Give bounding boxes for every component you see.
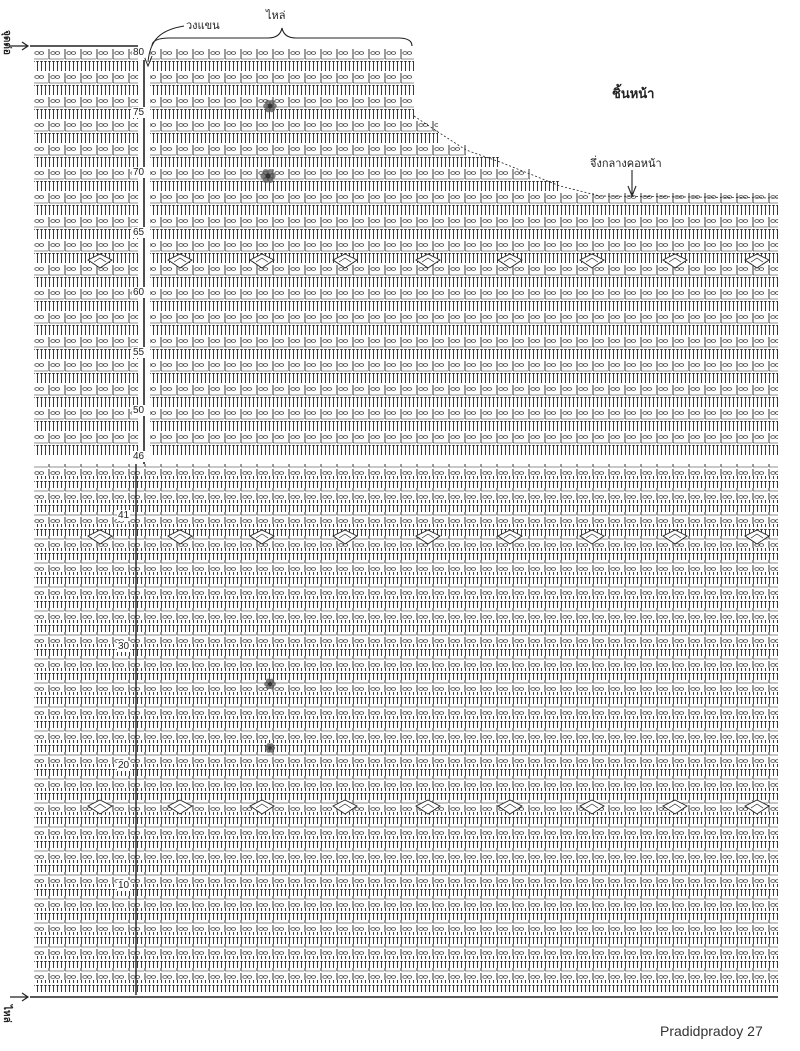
stitch-row <box>34 336 138 348</box>
stitch-row <box>34 680 778 692</box>
stitch-row <box>34 168 138 180</box>
stitch-row <box>34 752 778 764</box>
row-number-10: 10 <box>118 880 130 891</box>
row-number-46: 46 <box>133 451 145 462</box>
stitch-row <box>34 408 138 420</box>
stitch-row <box>34 512 778 524</box>
stitch-row <box>150 168 530 180</box>
stitch-row <box>34 644 778 656</box>
stitch-row <box>150 132 438 144</box>
stitch-row <box>150 432 778 444</box>
stitch-row <box>34 692 778 704</box>
stitch-row <box>34 444 138 456</box>
stitch-row <box>34 656 778 668</box>
armhole-label: วงแขน <box>186 19 220 32</box>
stitch-row <box>150 336 778 348</box>
row-number-70: 70 <box>133 167 145 178</box>
arrow-right-icon <box>10 993 28 1001</box>
stitch-row <box>34 500 778 512</box>
stitch-row <box>34 548 778 560</box>
stitch-row <box>34 980 778 992</box>
stitch-row <box>34 704 778 716</box>
stitch-row <box>150 144 466 156</box>
stitch-row <box>34 276 138 288</box>
stitch-row <box>34 48 138 60</box>
stitch-row <box>150 300 778 312</box>
stitch-row <box>34 204 138 216</box>
stitch-row <box>34 560 778 572</box>
row-number-55: 55 <box>133 347 145 358</box>
stitch-row <box>34 908 778 920</box>
stitch-row <box>34 836 778 848</box>
stitch-row <box>34 264 138 276</box>
stitch-row <box>34 360 138 372</box>
stitch-row <box>34 884 778 896</box>
stitch-row <box>34 620 778 632</box>
stitch-row <box>34 764 778 776</box>
stitch-row <box>150 276 778 288</box>
stitch-row <box>34 348 138 360</box>
stitch-row <box>34 132 138 144</box>
stitch-row <box>150 192 778 204</box>
stitch-row <box>150 120 438 132</box>
row-number-50: 50 <box>133 405 145 416</box>
stitch-row <box>150 348 778 360</box>
stitch-row <box>34 108 138 120</box>
page-footer: Pradidpradoy 27 <box>660 1023 763 1039</box>
stitch-row <box>34 72 138 84</box>
left-bottom-note: ไหล่ <box>1 1005 12 1023</box>
stitch-row <box>34 668 778 680</box>
stitch-row <box>34 728 778 740</box>
stitch-row <box>34 228 138 240</box>
piece-title: ชิ้นหน้า <box>612 87 655 102</box>
stitch-row <box>150 180 560 192</box>
stitch-row <box>34 584 778 596</box>
stitch-row <box>34 944 778 956</box>
stitch-row <box>150 360 778 372</box>
shoulder-label: ไหล่ <box>266 9 286 22</box>
stitch-row <box>34 396 138 408</box>
stitch-row <box>34 476 778 488</box>
stitch-row <box>34 372 138 384</box>
row-number-65: 65 <box>133 227 145 238</box>
stitch-row <box>34 572 778 584</box>
stitch-row <box>150 372 778 384</box>
row-number-41: 41 <box>118 510 130 521</box>
stitch-row <box>34 872 778 884</box>
stitch-row <box>34 788 778 800</box>
stitch-row <box>34 596 778 608</box>
stitch-row <box>150 264 778 276</box>
stitch-row <box>150 84 414 96</box>
stitch-row <box>150 60 414 72</box>
stitch-row <box>150 288 778 300</box>
row-number-75: 75 <box>133 107 145 118</box>
stitch-row <box>34 60 138 72</box>
stitch-row <box>34 300 138 312</box>
stitch-row <box>34 740 778 752</box>
stitch-row <box>150 408 778 420</box>
row-number-60: 60 <box>133 287 145 298</box>
left-top-note: จุดต่อ <box>1 30 12 55</box>
stitch-row <box>34 288 138 300</box>
stitch-row <box>34 240 138 252</box>
stitch-row <box>34 252 138 264</box>
stitch-row <box>150 156 500 168</box>
stitch-row <box>150 420 778 432</box>
stitch-row <box>34 632 778 644</box>
row-number-30: 30 <box>118 641 130 652</box>
stitch-row <box>34 488 778 500</box>
stitch-row <box>34 156 138 168</box>
stitch-row <box>34 716 778 728</box>
stitch-row <box>34 920 778 932</box>
stitch-row <box>150 384 778 396</box>
stitch-row <box>34 216 138 228</box>
row-number-20: 20 <box>118 760 130 771</box>
stitch-row <box>34 432 138 444</box>
stitch-row <box>150 108 414 120</box>
stitch-row <box>34 312 138 324</box>
stitch-row <box>34 896 778 908</box>
stitch-row <box>150 72 414 84</box>
stitch-row <box>34 824 778 836</box>
stitch-row <box>150 228 778 240</box>
stitch-row <box>150 48 414 60</box>
stitch-row <box>150 216 778 228</box>
stitch-row <box>34 180 138 192</box>
stitch-row <box>34 932 778 944</box>
stitch-row <box>150 204 778 216</box>
stitch-row <box>150 96 414 108</box>
stitch-row <box>34 420 138 432</box>
stitch-row <box>34 968 778 980</box>
stitch-row <box>150 444 778 456</box>
stitch-row <box>150 312 778 324</box>
stitch-row <box>34 96 138 108</box>
stitch-row <box>34 956 778 968</box>
center-front-neck-label: จึ่งกลางคอหน้า <box>590 157 662 170</box>
stitch-row <box>34 848 778 860</box>
stitch-row <box>150 240 778 252</box>
stitch-row <box>34 384 138 396</box>
stitch-row <box>34 144 138 156</box>
stitch-row <box>34 324 138 336</box>
stitch-row <box>34 776 778 788</box>
stitch-row <box>34 812 778 824</box>
stitch-row <box>34 84 138 96</box>
stitch-row <box>150 324 778 336</box>
stitch-row <box>34 464 778 476</box>
stitch-row <box>150 396 778 408</box>
stitch-row <box>34 120 138 132</box>
stitch-row <box>34 608 778 620</box>
stitch-row <box>34 860 778 872</box>
row-number-80: 80 <box>133 47 145 58</box>
stitch-row <box>34 192 138 204</box>
